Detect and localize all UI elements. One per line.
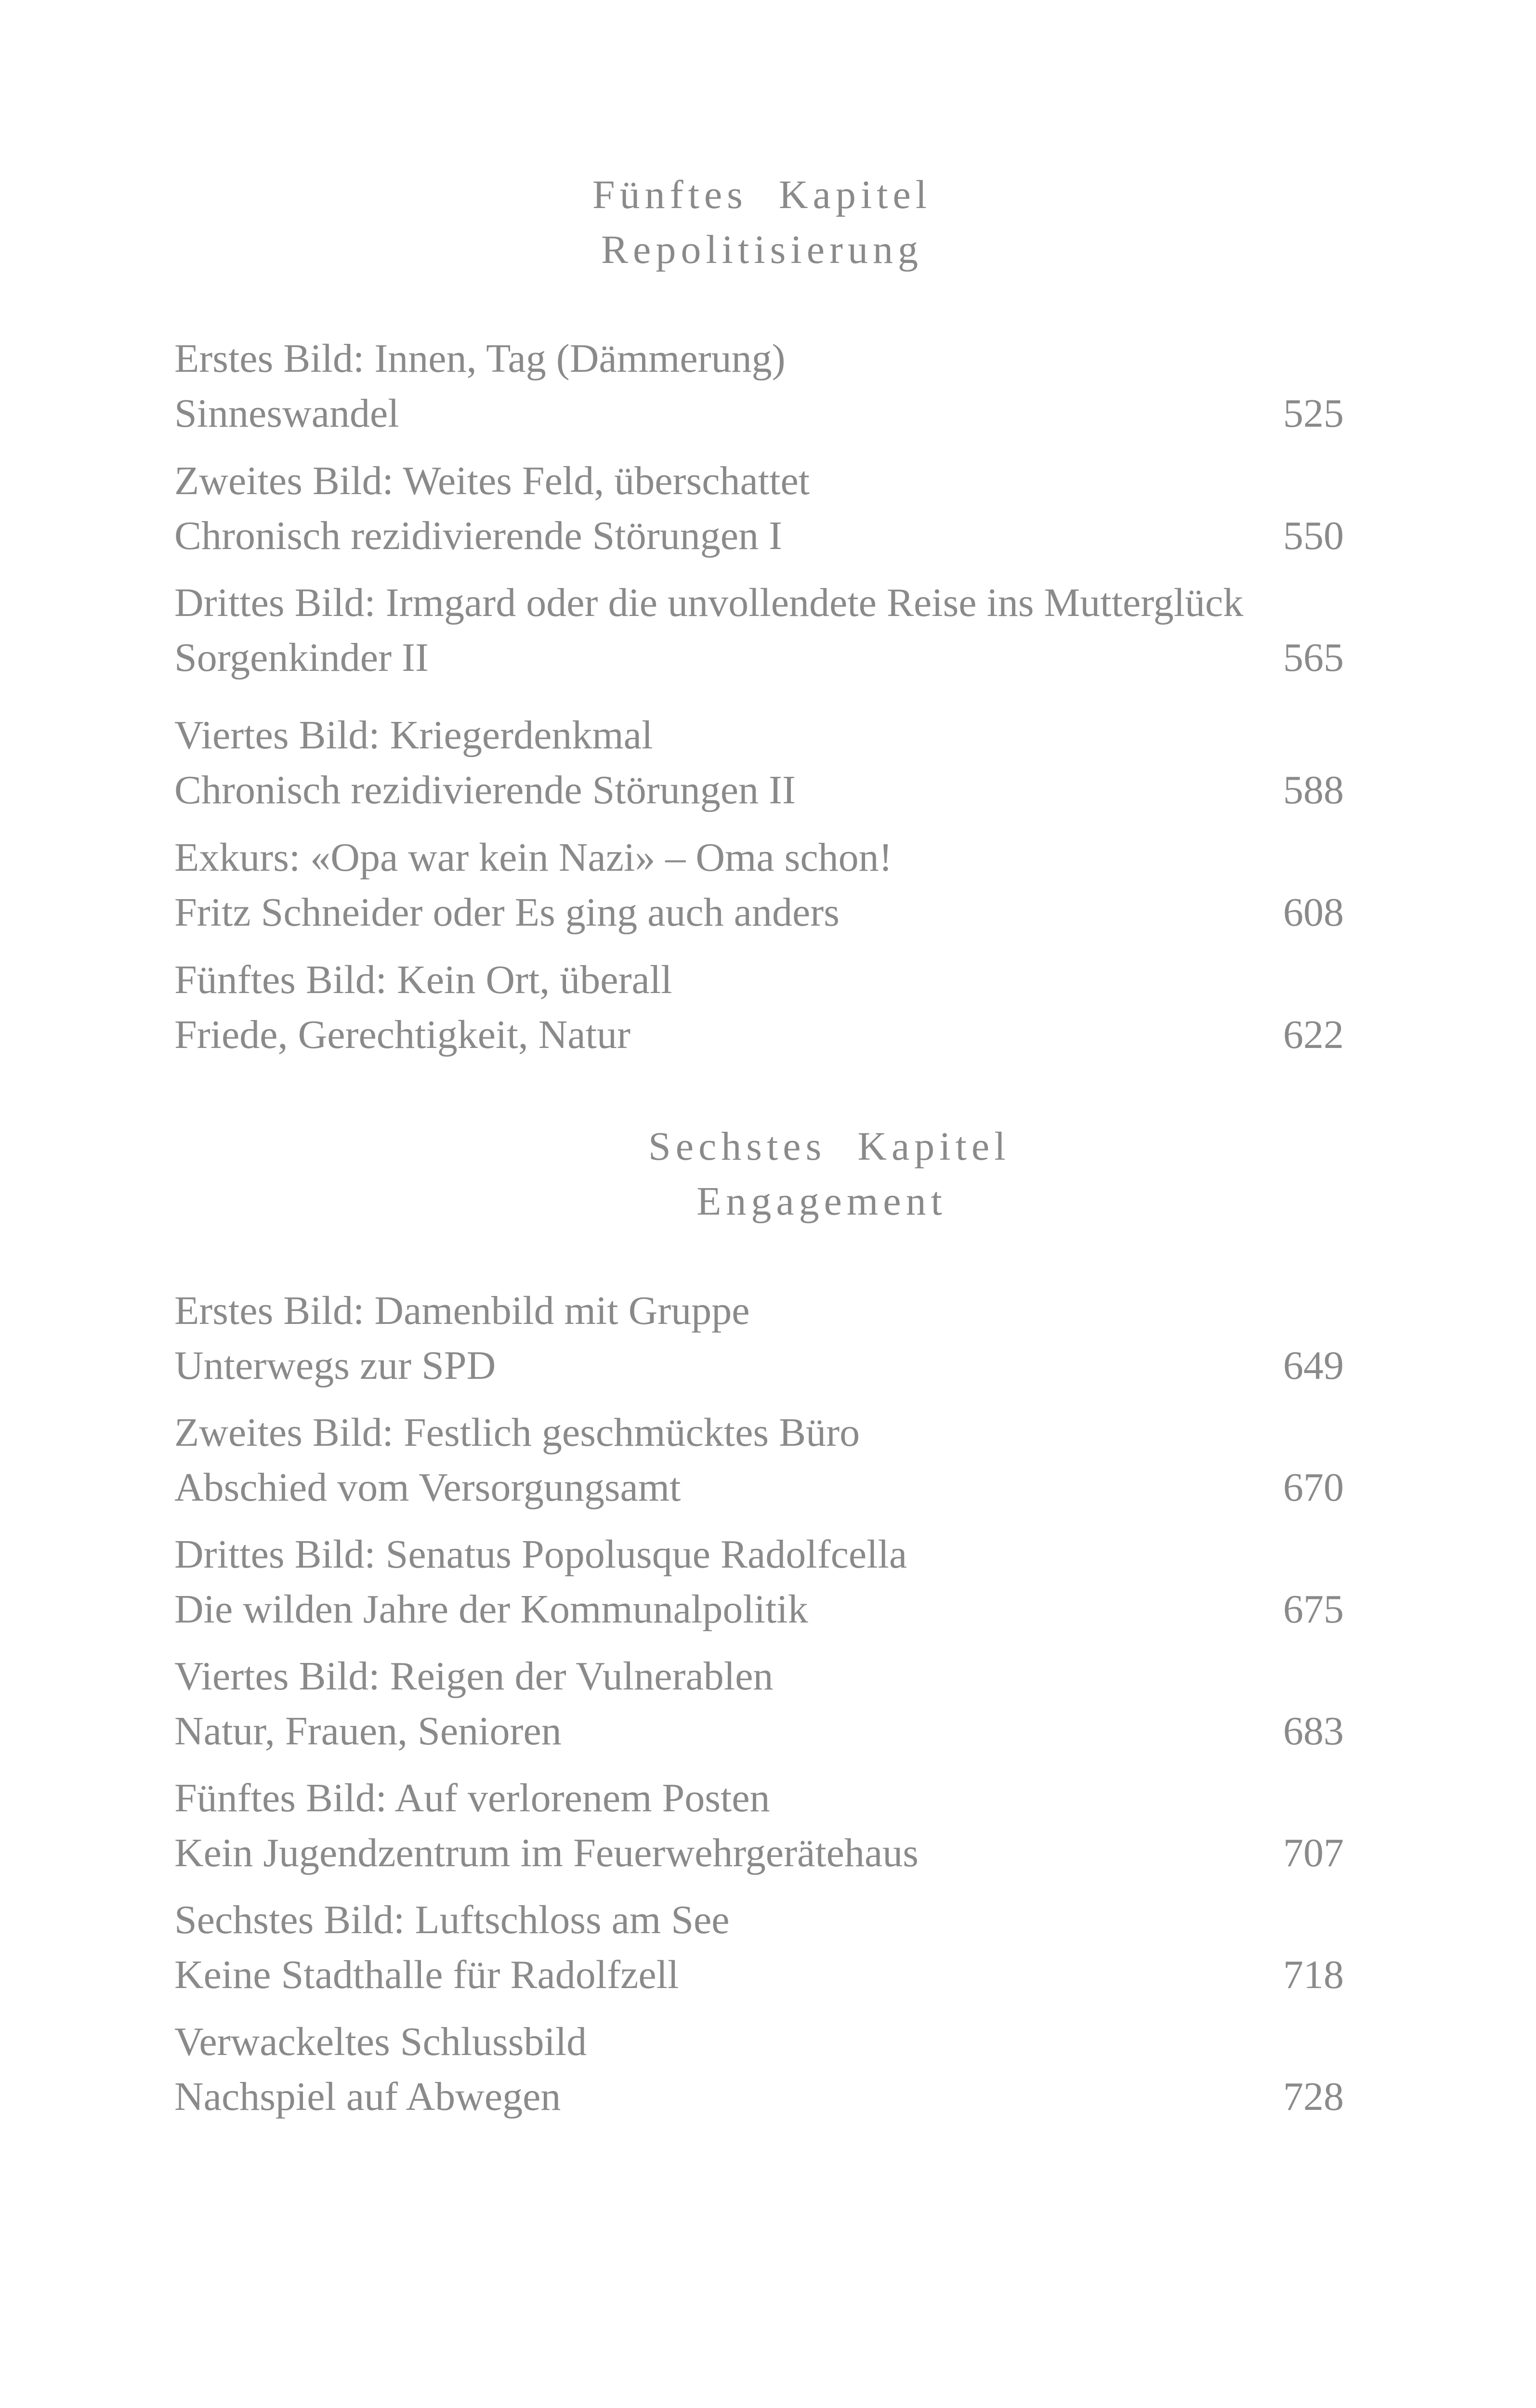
entry-title: Drittes Bild: Irmgard oder die unvollendete Reise ins Mutterglück (174, 580, 1244, 625)
entry-title: Fünftes Bild: Auf verlorenem Posten (174, 1776, 770, 1820)
entry-title: Erstes Bild: Innen, Tag (Dämmerung) (174, 336, 786, 381)
entry-subtitle: Abschied vom Versorgungsamt (174, 1465, 681, 1510)
entry-title: Erstes Bild: Damenbild mit Gruppe (174, 1288, 750, 1333)
entry-title: Viertes Bild: Reigen der Vulnerablen (174, 1654, 774, 1699)
entry-subtitle: Sinneswandel (174, 391, 399, 436)
entry-subtitle: Sorgenkinder II (174, 635, 429, 680)
entry-subtitle: Friede, Gerechtigkeit, Natur (174, 1012, 630, 1057)
toc-entry[interactable] (174, 454, 1344, 563)
toc-entry[interactable] (174, 1283, 1344, 1393)
entry-subtitle: Fritz Schneider oder Es ging auch anders (174, 890, 840, 935)
toc-entry[interactable] (174, 1405, 1344, 1515)
chapter-label: Sechstes Kapitel (648, 1124, 1011, 1169)
toc-entry[interactable] (174, 953, 1344, 1062)
entry-subtitle: Chronisch rezidivierende Störungen I (174, 513, 782, 558)
page-number: 608 (1283, 890, 1344, 935)
toc-entry[interactable] (174, 830, 1344, 940)
chapter-subtitle: Repolitisierung (601, 227, 923, 272)
toc-entry[interactable] (174, 331, 1344, 441)
page-number: 683 (1283, 1709, 1344, 1754)
page-number: 550 (1283, 513, 1344, 558)
entry-title: Zweites Bild: Festlich geschmücktes Büro (174, 1410, 860, 1455)
entry-subtitle: Unterwegs zur SPD (174, 1343, 496, 1388)
page-number: 588 (1283, 768, 1344, 812)
entry-title: Viertes Bild: Kriegerdenkmal (174, 713, 653, 758)
page-number: 565 (1283, 635, 1344, 680)
entry-subtitle: Keine Stadthalle für Radolfzell (174, 1952, 679, 1997)
entry-title: Drittes Bild: Senatus Popolusque Radolfcella (174, 1532, 907, 1577)
toc-entry[interactable] (174, 2015, 1344, 2124)
entry-subtitle: Nachspiel auf Abwegen (174, 2074, 561, 2119)
chapter-label: Fünftes Kapitel (592, 172, 932, 217)
page-number: 728 (1283, 2074, 1344, 2119)
entry-title: Zweites Bild: Weites Feld, überschattet (174, 458, 810, 503)
toc-entry[interactable] (174, 1771, 1344, 1881)
entry-subtitle: Natur, Frauen, Senioren (174, 1709, 562, 1754)
entry-subtitle: Kein Jugendzentrum im Feuerwehrgerätehaus (174, 1831, 919, 1875)
chapter-heading (648, 1119, 1011, 1229)
entry-title: Fünftes Bild: Kein Ort, überall (174, 957, 672, 1002)
page-number: 649 (1283, 1343, 1344, 1388)
chapter-subtitle: Engagement (696, 1179, 947, 1224)
toc-entry[interactable] (174, 1893, 1344, 2002)
entry-title: Exkurs: «Opa war kein Nazi» – Oma schon! (174, 835, 893, 880)
toc-entry[interactable] (174, 1649, 1344, 1759)
toc-entry[interactable] (174, 576, 1344, 685)
entry-subtitle: Chronisch rezidivierende Störungen II (174, 768, 796, 812)
entry-title: Verwackeltes Schlussbild (174, 2019, 587, 2064)
toc-entry[interactable] (174, 1527, 1344, 1637)
page-number: 622 (1283, 1012, 1344, 1057)
entry-subtitle: Die wilden Jahre der Kommunalpolitik (174, 1587, 808, 1632)
chapter-heading (589, 168, 935, 277)
page-number: 525 (1283, 391, 1344, 436)
page-number: 707 (1283, 1831, 1344, 1875)
page-number: 675 (1283, 1587, 1344, 1632)
toc-entry[interactable] (174, 708, 1344, 818)
entry-title: Sechstes Bild: Luftschloss am See (174, 1898, 730, 1942)
page-number: 718 (1283, 1952, 1344, 1997)
page-number: 670 (1283, 1465, 1344, 1510)
